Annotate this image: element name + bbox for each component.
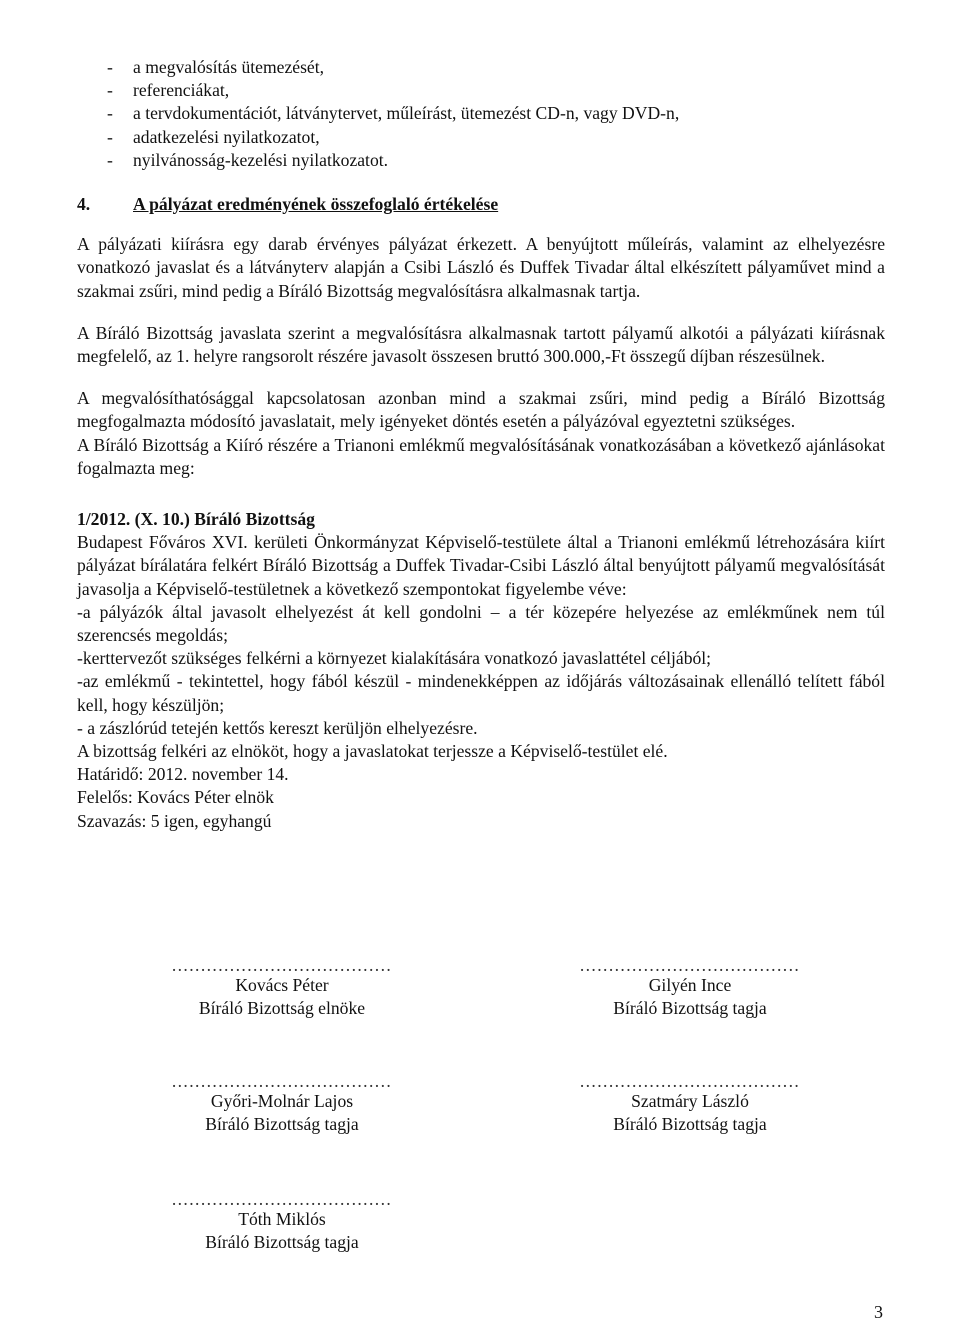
signer-role: Bíráló Bizottság tagja xyxy=(205,1114,359,1135)
signer-role: Bíráló Bizottság elnöke xyxy=(198,998,366,1019)
required-items-list xyxy=(77,56,885,172)
signature-line: ...................................... xyxy=(171,1074,393,1090)
resolution-request: A bizottság felkéri az elnököt, hogy a javaslatokat terjessze a Képviselő-testület elé. xyxy=(77,741,668,762)
list-item: - a megvalósítás ütemezését, xyxy=(107,56,885,79)
signature-block xyxy=(132,1074,432,1136)
signer-name: Szatmáry László xyxy=(631,1091,749,1111)
list-item: - referenciákat, xyxy=(107,79,885,102)
signature-block xyxy=(132,1192,432,1254)
signer-name: Tóth Miklós xyxy=(238,1209,326,1229)
document-body xyxy=(77,56,885,833)
paragraph-award: A Bíráló Bizottság javaslata szerint a megvalósításra alkalmasnak tartott pályamű alkotói a pályázati kiírásnak megfelelő, az 1. helyre rangsorolt részére javasolt összesen bruttó 300.000,-Ft összegű díjban részesülnek. xyxy=(77,322,885,367)
signer-name: Győri-Molnár Lajos xyxy=(210,1091,354,1111)
resolution-point: -kerttervezőt szükséges felkérni a környezet kialakítására vonatkozó javaslattétel céljából; xyxy=(77,648,712,669)
section-number: 4. xyxy=(77,194,91,215)
signature-block xyxy=(540,958,840,1020)
signature-line: ...................................... xyxy=(171,1192,393,1208)
section-title: A pályázat eredményének összefoglaló értékelése xyxy=(133,194,499,215)
signature-line: ...................................... xyxy=(579,958,801,974)
resolution-responsible: Felelős: Kovács Péter elnök xyxy=(77,787,274,808)
resolution-vote: Szavazás: 5 igen, egyhangú xyxy=(77,810,272,831)
resolution-intro: Budapest Főváros XVI. kerületi Önkormányzat Képviselő-testülete által a Trianoni emlékmű létrehozására kiírt pályázat bírálatára felkért Bíráló Bizottság a Duffek Tivadar-Csibi László által benyújtott pályamű megvalósítását javasolja a Képviselő-testületnek a következő szempontokat figyelembe véve: xyxy=(77,532,885,599)
resolution-point: -az emlékmű - tekintettel, hogy fából készül - mindenekképpen az időjárás változásainak ellenálló telített fából kell, hogy készüljön; xyxy=(77,671,885,715)
resolution-deadline: Határidő: 2012. november 14. xyxy=(77,764,289,785)
resolution-point: - a zászlórúd tetején kettős kereszt kerüljön elhelyezésre. xyxy=(77,717,478,738)
signature-line: ...................................... xyxy=(579,1074,801,1090)
signer-role: Bíráló Bizottság tagja xyxy=(613,998,767,1019)
signer-name: Gilyén Ince xyxy=(648,975,732,995)
signer-role: Bíráló Bizottság tagja xyxy=(613,1114,767,1135)
list-item: - nyilvánosság-kezelési nyilatkozatot. xyxy=(107,149,885,172)
list-item: - a tervdokumentációt, látványtervet, műleírást, ütemezést CD-n, vagy DVD-n, xyxy=(107,102,885,125)
resolution-title: 1/2012. (X. 10.) Bíráló Bizottság xyxy=(77,509,315,530)
section-heading xyxy=(77,193,885,216)
resolution-point: -a pályázók által javasolt elhelyezést át kell gondolni – a tér közepére helyezése az emlékműnek nem túl szerencsés megoldás; xyxy=(77,601,885,646)
paragraph-evaluation: A pályázati kiírásra egy darab érvényes pályázat érkezett. A benyújtott műleírás, valamint az elhelyezésre vonatkozó javaslat és a látványterv alapján a Csibi László és Duffek Tivadar által elkészített pályaművet mind a szakmai zsűri, mind pedig a Bíráló Bizottság megvalósításra alkalmasnak tartja. xyxy=(77,234,885,301)
signer-role: Bíráló Bizottság tagja xyxy=(205,1232,359,1253)
signature-block xyxy=(540,1074,840,1136)
signature-block xyxy=(132,958,432,1020)
paragraph-recommendations: A Bíráló Bizottság a Kiíró részére a Trianoni emlékmű megvalósításának vonatkozásában a következő ajánlásokat fogalmazta meg: xyxy=(77,434,885,478)
signature-line: ...................................... xyxy=(171,958,393,974)
signer-name: Kovács Péter xyxy=(235,975,329,995)
page-number: 3 xyxy=(874,1302,883,1322)
paragraph-feasibility: A megvalósíthatósággal kapcsolatosan azonban mind a szakmai zsűri, mind pedig a Bíráló Bizottság megfogalmazta módosító javaslatait, mely igényeket döntés esetén a pályázóval egyeztetni szükséges. xyxy=(77,388,885,432)
list-item: - adatkezelési nyilatkozatot, xyxy=(107,126,885,149)
